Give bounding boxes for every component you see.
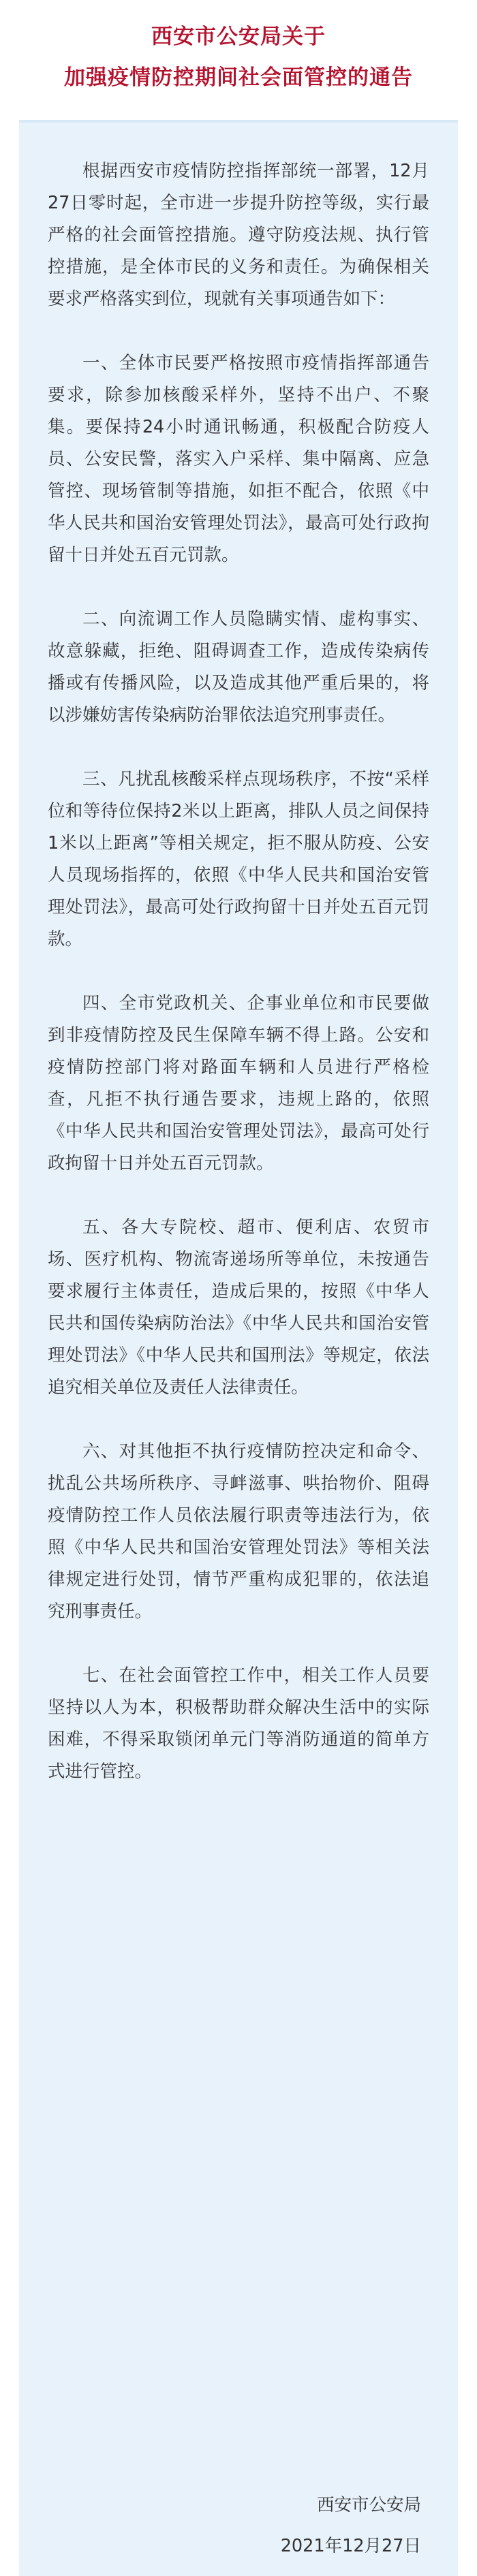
- notice-title-line-1: 西安市公安局关于: [151, 25, 326, 49]
- notice-item-3: 三、凡扰乱核酸采样点现场秩序，不按“采样位和等待位保持2米以上距离，排队人员之间保持1米以上距离”等相关规定，拒不服从防疫、公安人员现场指挥的，依照《中华人民共和国治安管理处罚法》，最高可处行政拘留十日并处五百元罚款。: [48, 769, 429, 949]
- notice-content: [48, 155, 429, 1788]
- notice-item-4: 四、全市党政机关、企事业单位和市民要做到非疫情防控及民生保障车辆不得上路。公安和疫情防控部门将对路面车辆和人员进行严格检查，凡拒不执行通告要求，违规上路的，依照《中华人民共和国治安管理处罚法》，最高可处行政拘留十日并处五百元罚款。: [48, 993, 429, 1174]
- notice-header: [0, 0, 477, 119]
- signature-organization: 西安市公安局: [316, 2495, 421, 2515]
- notice-item-7: 七、在社会面管控工作中，相关工作人员要坚持以人为本，积极帮助群众解决生活中的实际困难，不得采取锁闭单元门等消防通道的简单方式进行管控。: [48, 1665, 429, 1782]
- notice-item-6: 六、对其他拒不执行疫情防控决定和命令、扰乱公共场所秩序、寻衅滋事、哄抬物价、阻碍疫情防控工作人员依法履行职责等违法行为，依照《中华人民共和国治安管理处罚法》等相关法律规定进行处罚，情节严重构成犯罪的，依法追究刑事责任。: [48, 1441, 429, 1622]
- notice-title-line-2: 加强疫情防控期间社会面管控的通告: [64, 65, 413, 90]
- notice-item-2: 二、向流调工作人员隐瞒实情、虚构事实、故意躲藏，拒绝、阻碍调查工作，造成传染病传播或有传播风险，以及造成其他严重后果的，将以涉嫌妨害传染病防治罪依法追究刑事责任。: [48, 609, 429, 725]
- intro-paragraph: 根据西安市疫情防控指挥部统一部署，12月27日零时起，全市进一步提升防控等级，实行最严格的社会面管控措施。遵守防疫法规、执行管控措施，是全体市民的义务和责任。为确保相关要求严格落实到位，现就有关事项通告如下：: [48, 161, 429, 309]
- notice-item-5: 五、各大专院校、超市、便利店、农贸市场、医疗机构、物流寄递场所等单位，未按通告要求履行主体责任，造成后果的，按照《中华人民共和国传染病防治法》《中华人民共和国治安管理处罚法》《中华人民共和国刑法》等规定，依法追究相关单位及责任人法律责任。: [48, 1217, 429, 1398]
- signature-date: 2021年12月27日: [280, 2536, 421, 2556]
- notice-item-1: 一、全体市民要严格按照市疫情指挥部通告要求，除参加核酸采样外，坚持不出户、不聚集。要保持24小时通讯畅通，积极配合防疫人员、公安民警，落实入户采样、集中隔离、应急管控、现场管制等措施，如拒不配合，依照《中华人民共和国治安管理处罚法》，最高可处行政拘留十日并处五百元罚款。: [48, 353, 429, 565]
